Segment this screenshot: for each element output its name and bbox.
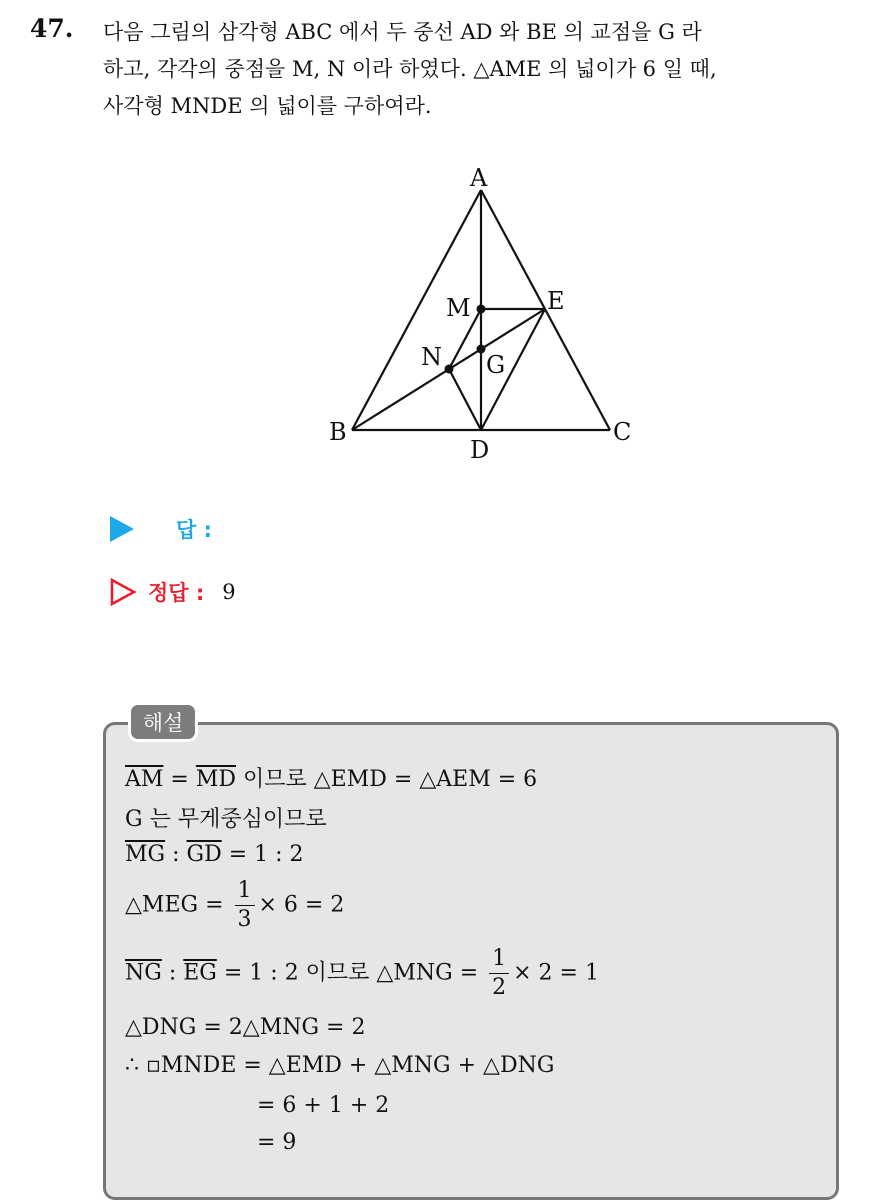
label-m: M bbox=[446, 294, 471, 322]
correct-answer-value: 9 bbox=[222, 580, 236, 604]
label-c: C bbox=[613, 418, 632, 446]
segment-am: $\overline{AM}$ bbox=[125, 767, 164, 792]
solution-line-5 bbox=[125, 948, 599, 999]
label-n: N bbox=[421, 343, 442, 371]
label-b: B bbox=[329, 418, 347, 446]
correct-answer-row bbox=[110, 577, 236, 607]
solution-tab: 해설 bbox=[128, 702, 198, 742]
answer-label: 답 : bbox=[176, 518, 212, 542]
fraction-denominator: 2 bbox=[492, 975, 507, 1000]
fraction-numerator: 1 bbox=[235, 880, 255, 906]
point-m bbox=[477, 305, 486, 314]
solution-line-3 bbox=[125, 842, 304, 867]
segment-mg: $\overline{MG}$ bbox=[125, 842, 166, 867]
label-d: D bbox=[470, 436, 490, 464]
segment-nd bbox=[449, 369, 481, 430]
ratio-text: = 1 : 2 이므로 △MNG = bbox=[216, 960, 486, 986]
question-line-1: 다음 그림의 삼각형 ABC 에서 두 중선 AD 와 BE 의 교점을 G 라 bbox=[103, 20, 702, 44]
question-line-2: 하고, 각각의 중점을 M, N 이라 하였다. △AME 의 넓이가 6 일 때, bbox=[103, 57, 717, 81]
solution-line-4 bbox=[125, 880, 344, 931]
fraction-one-half bbox=[489, 948, 509, 999]
segment-ng: $\overline{NG}$ bbox=[125, 960, 162, 986]
segment-md: $\overline{MD}$ bbox=[195, 767, 237, 792]
answer-arrow-icon bbox=[110, 516, 134, 542]
product-text: × 2 = 1 bbox=[513, 960, 599, 986]
product-text: × 6 = 2 bbox=[258, 892, 345, 918]
fraction-numerator: 1 bbox=[489, 948, 509, 974]
point-n bbox=[445, 365, 454, 374]
solution-line-2: G 는 무게중심이므로 bbox=[125, 807, 327, 832]
solution-line-1 bbox=[125, 762, 537, 793]
fraction-one-third bbox=[235, 880, 255, 931]
segment-eg: $\overline{EG}$ bbox=[183, 960, 217, 986]
question-text bbox=[103, 14, 863, 125]
correct-answer-label: 정답 : bbox=[148, 581, 205, 605]
equals: = bbox=[163, 767, 196, 792]
solution-line-9: = 9 bbox=[257, 1130, 297, 1155]
fraction-denominator: 3 bbox=[237, 907, 252, 932]
colon: : bbox=[161, 960, 184, 986]
solution-line-7: ∴ ▫MNDE = △EMD + △MNG + △DNG bbox=[125, 1053, 555, 1078]
outline-triangle-icon bbox=[110, 578, 136, 606]
question-number: 47. bbox=[30, 14, 74, 43]
solution-text: 이므로 △EMD = △AEM = 6 bbox=[236, 767, 538, 792]
label-a: A bbox=[470, 164, 488, 192]
segment-gd: $\overline{GD}$ bbox=[186, 842, 222, 867]
colon: : bbox=[165, 842, 187, 867]
question-line-3: 사각형 MNDE 의 넓이를 구하여라. bbox=[103, 94, 432, 118]
label-g: G bbox=[486, 351, 506, 379]
ratio-text: = 1 : 2 bbox=[221, 842, 304, 867]
area-meg: △MEG = bbox=[125, 892, 231, 918]
triangle-figure bbox=[320, 160, 650, 470]
solution-line-6: △DNG = 2△MNG = 2 bbox=[125, 1015, 366, 1040]
answer-row bbox=[110, 514, 212, 544]
label-e: E bbox=[547, 287, 565, 315]
solution-line-8: = 6 + 1 + 2 bbox=[257, 1093, 390, 1118]
point-g bbox=[477, 345, 486, 354]
